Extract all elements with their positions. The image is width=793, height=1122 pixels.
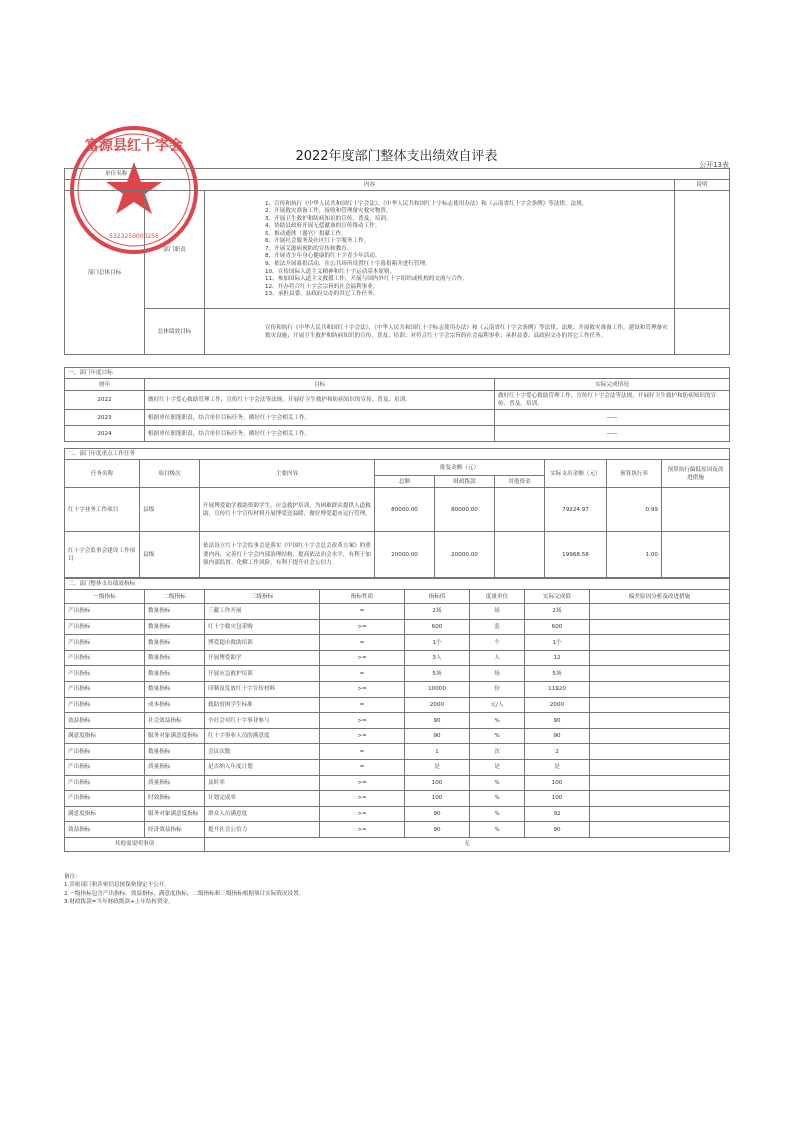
indicator-cell [590, 619, 730, 635]
table-row [65, 775, 730, 791]
indicator-cell [590, 635, 730, 651]
indicator-cell: 是 [470, 760, 525, 776]
indicator-cell: 群众人员满意度 [205, 806, 320, 822]
col-year: 财年 [65, 379, 145, 391]
indicator-cell: 元/人 [470, 697, 525, 713]
indicator-cell: 满意度指标 [65, 728, 145, 744]
col-budget: 批复金额（元） [375, 460, 545, 476]
table-row [65, 650, 730, 666]
indicator-cell: 600 [525, 619, 590, 635]
indicator-cell [590, 650, 730, 666]
indicator-cell: 90 [525, 713, 590, 729]
indicator-cell: 100 [525, 775, 590, 791]
table-row: 2024 根据单位职能职责，结合单位目标任务，做好红十字会相关工作。 —— [65, 426, 730, 442]
indicator-cell: 套 [470, 619, 525, 635]
section-2-title: 二、部门年度重点工作任务 [65, 449, 730, 460]
indicator-cell: >= [320, 728, 405, 744]
yearly-target-table [64, 367, 730, 442]
indicator-cell: % [470, 775, 525, 791]
indicator-cell [590, 728, 730, 744]
indicator-cell [590, 713, 730, 729]
indicator-cell: 5场 [525, 666, 590, 682]
indicator-cell: 90 [405, 713, 470, 729]
indicator-cell: % [470, 728, 525, 744]
indicator-cell: 5场 [405, 666, 470, 682]
table-row: 2022 做好红十字爱心救助管理工作，宣传红十字会法等法规，开展好卫生救护和防病知识的宣传、普及、培训。 做好红十字爱心救助管理工作，宣传红十字会法等法规，开展好卫生救护和防病知识的宣传、普及、培训。 [65, 391, 730, 410]
indicator-cell: 3人 [405, 650, 470, 666]
indicator-cell: 人 [470, 650, 525, 666]
indicator-cell: 经济效益指标 [145, 822, 205, 838]
col-total: 总额 [375, 476, 435, 488]
indicator-cell: 2场 [525, 604, 590, 620]
indicator-cell [590, 775, 730, 791]
indicator-cell: % [470, 822, 525, 838]
indicator-cell: 质量指标 [145, 775, 205, 791]
indicator-cell: 92 [525, 806, 590, 822]
indicator-cell [590, 791, 730, 807]
table-row [65, 619, 730, 635]
duty-item: 11、参加国际人道主义救援工作，开展与国内外红十字组织或机构的交流与合作。 [265, 276, 468, 283]
indicator-cell: = [320, 744, 405, 760]
indicator-cell: 11920 [525, 682, 590, 698]
indicator-cell: = [320, 666, 405, 682]
indicator-cell: 10000 [405, 682, 470, 698]
indicator-cell [590, 744, 730, 760]
indicator-cell: 产出指标 [65, 775, 145, 791]
indicator-cell: 产出指标 [65, 666, 145, 682]
indicator-cell: 红十字事业人员的满意度 [205, 728, 320, 744]
indicator-cell: >= [320, 619, 405, 635]
indicator-cell: 100 [525, 791, 590, 807]
dept-label: 单位名称 [65, 169, 730, 180]
publish-tag: 公开13表 [699, 161, 729, 169]
indicator-cell [590, 604, 730, 620]
indicator-cell: 100 [405, 791, 470, 807]
indicator-cell: 服务对象满意度指标 [145, 728, 205, 744]
indicator-cell: >= [320, 791, 405, 807]
indicator-cell: >= [320, 806, 405, 822]
other-value: 无 [205, 838, 730, 852]
indicator-cell: 计划完成率 [205, 791, 320, 807]
indicator-cell: 12 [525, 650, 590, 666]
indicator-cell: 产出指标 [65, 791, 145, 807]
indicator-cell: % [470, 791, 525, 807]
duty-item: 3、开展卫生救护和防病知识的宣传、普及、培训。 [265, 215, 392, 222]
duty-item: 1、宣传和执行《中华人民共和国红十字会法》、《中华人民共和国红十字标志使用办法》和《云南省红十字会条例》等法律、法规。 [265, 200, 588, 207]
col-level2: 二级指标 [145, 590, 205, 604]
indicator-cell: 90 [405, 806, 470, 822]
indicator-cell: 及时率 [205, 775, 320, 791]
indicator-cell [590, 666, 730, 682]
col-deviation: 偏差原因分析及改进措施 [590, 590, 730, 604]
table-row [65, 744, 730, 760]
section-3-title: 三、部门整体支出绩效指标 [65, 579, 730, 590]
col-actual: 实际支出金额（元） [545, 460, 607, 488]
indicator-cell: 质量指标 [145, 760, 205, 776]
col-value: 指标值 [405, 590, 470, 604]
key-tasks-table [64, 448, 730, 578]
col-unit: 度量单位 [470, 590, 525, 604]
duty-item: 7、开展艾滋病预防的宣传和教育。 [265, 245, 353, 252]
indicator-cell: 份 [470, 682, 525, 698]
indicator-cell: 数量指标 [145, 744, 205, 760]
indicator-cell: >= [320, 682, 405, 698]
indicator-cell: 数量指标 [145, 650, 205, 666]
indicator-cell: % [470, 713, 525, 729]
indicator-cell: 是 [525, 760, 590, 776]
indicator-cell: 个 [470, 635, 525, 651]
col-content: 主要内容 [200, 460, 375, 488]
indicator-cell: 是 [405, 760, 470, 776]
duty-item: 4、协助县政府开展无偿献血的宣传推动工作。 [265, 223, 381, 230]
indicator-cell: 时效指标 [145, 791, 205, 807]
notes-label: 备注： [64, 874, 81, 880]
indicator-cell: 数量指标 [145, 619, 205, 635]
indicators-table [64, 578, 730, 852]
indicator-cell: 600 [405, 619, 470, 635]
indicator-cell: 数量指标 [145, 635, 205, 651]
indicator-cell: 三献工作开展 [205, 604, 320, 620]
indicator-cell: 提升社会公信力 [205, 822, 320, 838]
note-line: 1.涉密部门和涉密信息按保密规定不公开。 [64, 882, 171, 889]
svg-text:富源县红十字会: 富源县红十字会 [85, 138, 183, 154]
indicator-cell: 1个 [525, 635, 590, 651]
duty-item: 8、开展青少年身心健康的红十字青少年活动。 [265, 253, 381, 260]
col-rate: 预算执行率 [607, 460, 662, 488]
indicator-cell: >= [320, 713, 405, 729]
indicator-cell: 1个 [405, 635, 470, 651]
indicator-cell: 产出指标 [65, 760, 145, 776]
indicator-cell: 产出指标 [65, 604, 145, 620]
col-nature: 指标性质 [320, 590, 405, 604]
duty-item: 12、开办符合红十字会宗旨的社会福利事业。 [265, 283, 379, 290]
svg-text:5323250000256: 5323250000256 [109, 233, 159, 240]
indicator-cell: 90 [405, 822, 470, 838]
other-label: 其他需说明事项 [65, 838, 205, 852]
table-row [65, 604, 730, 620]
table-row: 红十字会监事会建设工作项目 县级 依法设立红十字会监事会是落实《中国红十字会总会改革方案》的重要内容，完善红十字会内部治理结构，提高依法治会水平，有利于加强内部监督、化解工作风险，有利于提升社会公信力。 20000.00 20000.00 19968.58 1.00 [65, 532, 730, 578]
col-other: 其他资金 [495, 476, 545, 488]
duty-item: 10、宣传国际人道主义精神和红十字运动基本原则。 [265, 268, 396, 275]
col-level1: 一级指标 [65, 590, 145, 604]
indicator-cell: 场 [470, 604, 525, 620]
table-row [65, 697, 730, 713]
overall-label: 部门总体目标 [65, 191, 145, 355]
indicator-cell: 效益指标 [65, 713, 145, 729]
indicator-cell: 效益指标 [65, 822, 145, 838]
col-level3: 三级指标 [205, 590, 320, 604]
table-row [65, 728, 730, 744]
table-row [65, 791, 730, 807]
col-goal: 目标 [145, 379, 495, 391]
indicator-cell: 2 [525, 744, 590, 760]
duty-item: 6、开展社会服务及社区红十字服务工作。 [265, 238, 370, 245]
table-row [65, 760, 730, 776]
indicator-cell: 产出指标 [65, 697, 145, 713]
overall-target-table [64, 168, 730, 355]
indicator-cell: >= [320, 775, 405, 791]
col-level: 项目级次 [140, 460, 200, 488]
indicator-cell: 1 [405, 744, 470, 760]
col-done: 实际完成情况 [495, 379, 730, 391]
indicator-cell: >= [320, 822, 405, 838]
indicator-cell: 满意度指标 [65, 806, 145, 822]
indicator-cell: = [320, 697, 405, 713]
indicator-cell [590, 697, 730, 713]
indicator-cell: 数量指标 [145, 682, 205, 698]
indicator-cell: 90 [525, 822, 590, 838]
col-reason: 预算执行偏低原因及改进措施 [662, 460, 730, 488]
duty-item: 9、依法开展募捐活动，在公共场所设置红十字募捐箱并进行管理。 [265, 261, 431, 268]
indicator-cell: 数量指标 [145, 666, 205, 682]
indicator-cell: % [470, 806, 525, 822]
notes [64, 873, 304, 907]
indicator-cell: 产出指标 [65, 744, 145, 760]
col-actual-value: 实际完成值 [525, 590, 590, 604]
indicator-cell: 是否纳入年度计划 [205, 760, 320, 776]
goal-text: 宣传和执行《中华人民共和国红十字会法》、《中华人民共和国红十字标志使用办法》和《云南省红十字会条例》等法律、法规；开展救灾准备工作，建设和管理备灾救灾设施；开展卫生救护和防病知识的宣传、普及、培训；对符合红十字会宗旨的社会福利事业；承担县委、县政府交办的其它工作任务。 [205, 309, 675, 355]
goal-label: 总体绩效目标 [145, 309, 205, 355]
table-row [65, 713, 730, 729]
indicator-cell: 服务对象满意度指标 [145, 806, 205, 822]
table-row [65, 682, 730, 698]
col-fiscal: 财政拨款 [435, 476, 495, 488]
indicator-cell [590, 682, 730, 698]
content-header: 内容 [65, 180, 675, 191]
note-line: 2.一级指标包含产出指标、效益指标、满意度指标，二级指标和三级指标根据项目实际情况设置。 [64, 890, 305, 897]
indicator-cell: 社会效益指标 [145, 713, 205, 729]
duty-list [205, 191, 675, 309]
duty-label: 部门职责 [145, 191, 205, 309]
indicator-cell: >= [320, 650, 405, 666]
table-row [65, 666, 730, 682]
section-1-title: 一、部门年度目标 [65, 368, 730, 379]
indicator-cell: = [320, 760, 405, 776]
indicator-cell: 90 [525, 728, 590, 744]
indicator-cell: 次 [470, 744, 525, 760]
indicator-cell: 2000 [405, 697, 470, 713]
indicator-cell [590, 760, 730, 776]
indicator-cell: 2场 [405, 604, 470, 620]
indicator-cell: 产出指标 [65, 635, 145, 651]
indicator-cell: = [320, 604, 405, 620]
indicator-cell: 产出指标 [65, 650, 145, 666]
indicator-cell [590, 806, 730, 822]
table-row: 红十字业务工作项目 县级 开展博爱助学救助资助学生，应急救护培训，为困难群众提供人道救助，宣传红十字宣传材料开展博爱送温暖，做好博爱超市运行管理。 80000.00 80000.00 79224.97 0.99 [65, 488, 730, 532]
indicator-cell: 开展博爱助学 [205, 650, 320, 666]
indicator-cell: 博爱超市救助培训 [205, 635, 320, 651]
indicator-cell: 红十字救灾包采购 [205, 619, 320, 635]
table-row: 2023 根据单位职能职责，结合单位目标任务，做好红十字会相关工作。 —— [65, 410, 730, 426]
indicator-cell: 产出指标 [65, 619, 145, 635]
duty-item: 5、推动遗体（器官）捐献工作。 [265, 230, 347, 237]
indicator-cell: 2000 [525, 697, 590, 713]
table-row [65, 635, 730, 651]
duty-item: 13、承担县委、县政府交办的其它工作任务。 [265, 291, 379, 298]
duty-item: 2、开展救灾准备工作，接收和管理备灾救灾物资。 [265, 208, 392, 215]
indicator-cell: 90 [405, 728, 470, 744]
indicator-cell: 100 [405, 775, 470, 791]
indicator-cell: 数量指标 [145, 604, 205, 620]
indicator-cell [590, 822, 730, 838]
indicator-cell: 开展应急救护培训 [205, 666, 320, 682]
indicator-cell: = [320, 635, 405, 651]
indicator-cell: 产出指标 [65, 682, 145, 698]
note-line: 3.财政拨款=当年财政拨款+上年结转资金。 [64, 899, 174, 906]
indicator-cell: 会议次数 [205, 744, 320, 760]
table-row [65, 822, 730, 838]
indicator-cell: 印制及发放红十字宣传材料 [205, 682, 320, 698]
table-row [65, 806, 730, 822]
remark-header: 说明 [675, 180, 730, 191]
indicator-cell: 成本指标 [145, 697, 205, 713]
document-title: 2022年度部门整体支出绩效自评表 [295, 149, 498, 164]
indicator-cell: 救助贫困学生标准 [205, 697, 320, 713]
indicator-cell: 全社会对红十字事业参与 [205, 713, 320, 729]
indicator-cell: 场 [470, 666, 525, 682]
col-task: 任务名称 [65, 460, 140, 488]
